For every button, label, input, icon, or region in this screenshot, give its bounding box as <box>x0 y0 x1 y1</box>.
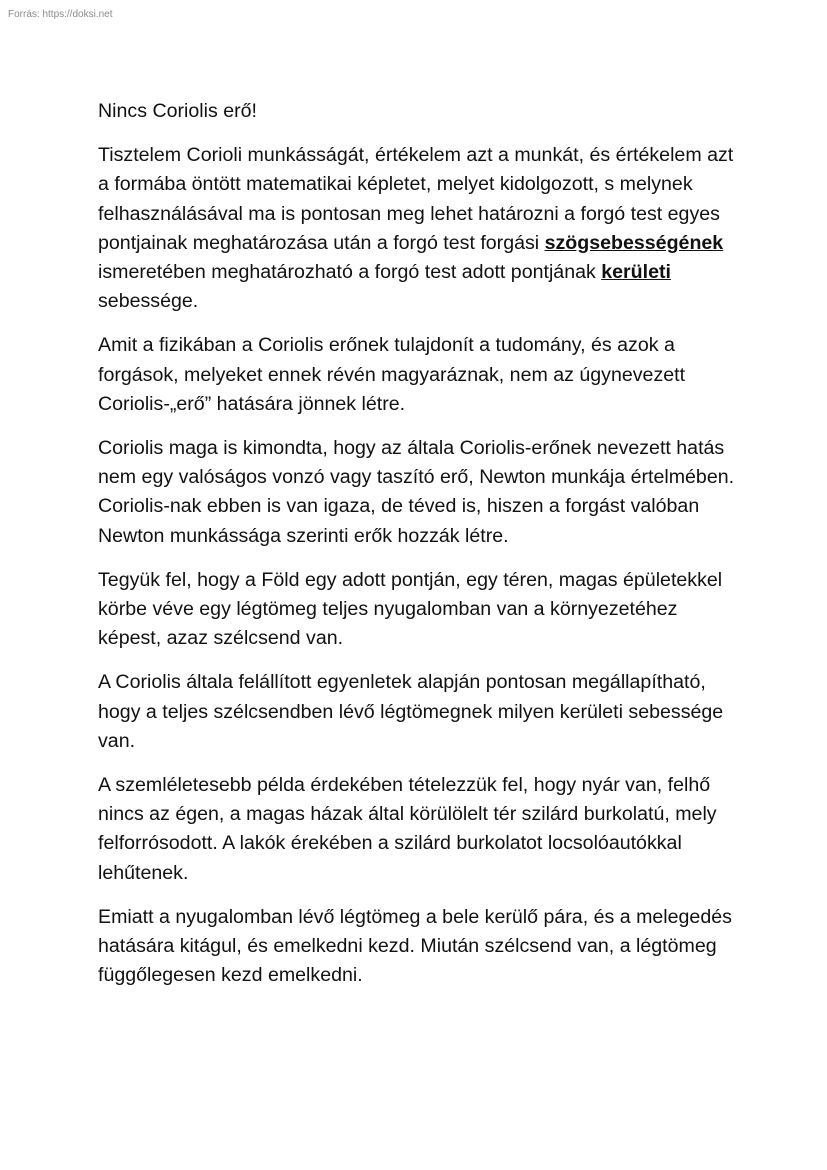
paragraph-7: Emiatt a nyugalomban lévő légtömeg a bele kerülő pára, és a melegedés hatására kitágul, és emelkedni kezd. Miután szélcsend van, a légtömeg függőlegesen kezd emelkedni. <box>98 905 732 987</box>
document-body <box>98 97 738 1005</box>
paragraph-6: A szemléletesebb példa érdekében tételezzük fel, hogy nyár van, felhő nincs az égen, a magas házak által körülölelt tér szilárd burkolatú, mely felforrósodott. A lakók érekében a szilárd burkolatot locsolóautókkal lehűtenek. <box>98 774 717 884</box>
paragraph-5: A Coriolis általa felállított egyenletek alapján pontosan megállapítható, hogy a teljes szélcsendben lévő légtömegnek milyen kerületi sebessége van. <box>98 671 724 752</box>
paragraph-2: Amit a fizikában a Coriolis erőnek tulajdonít a tudomány, és azok a forgások, melyeket ennek révén magyaráznak, nem az úgynevezett Coriolis-„erő” hatására jönnek létre. <box>98 334 686 415</box>
document-title: Nincs Coriolis erő! <box>98 100 257 122</box>
paragraph-1-text-c: sebessége. <box>98 290 199 313</box>
paragraph-4: Tegyük fel, hogy a Föld egy adott pontján, egy téren, magas épületekkel körbe véve egy légtömeg teljes nyugalomban van a környezetéhez képest, azaz szélcsend van. <box>98 568 723 650</box>
emphasis-szogsebessegenek: szögsebességének <box>544 231 724 254</box>
emphasis-keruleti: kerületi <box>601 261 671 284</box>
source-attribution: Forrás: https://doksi.net <box>8 9 113 20</box>
paragraph-1-text-a: Tisztelem Corioli munkásságát, értékelem azt a munkát, és értékelem azt a formába öntött matematikai képletet, melyet kidolgozott, s melynek felhasználásával ma is pontosan meg lehet határozni a forgó test egyes pontjainak meghatározása után a forgó test forgási <box>98 144 734 254</box>
paragraph-1 <box>98 141 738 316</box>
paragraph-3: Coriolis maga is kimondta, hogy az általa Coriolis-erőnek nevezett hatás nem egy valóságos vonzó vagy taszító erő, Newton munkája értelmében. Coriolis-nak ebben is van igaza, de téved is, hiszen a forgást valóban Newton munkássága szerinti erők hozzák létre. <box>98 437 735 547</box>
paragraph-1-text-b: ismeretében meghatározható a forgó test adott pontjának <box>98 261 602 284</box>
